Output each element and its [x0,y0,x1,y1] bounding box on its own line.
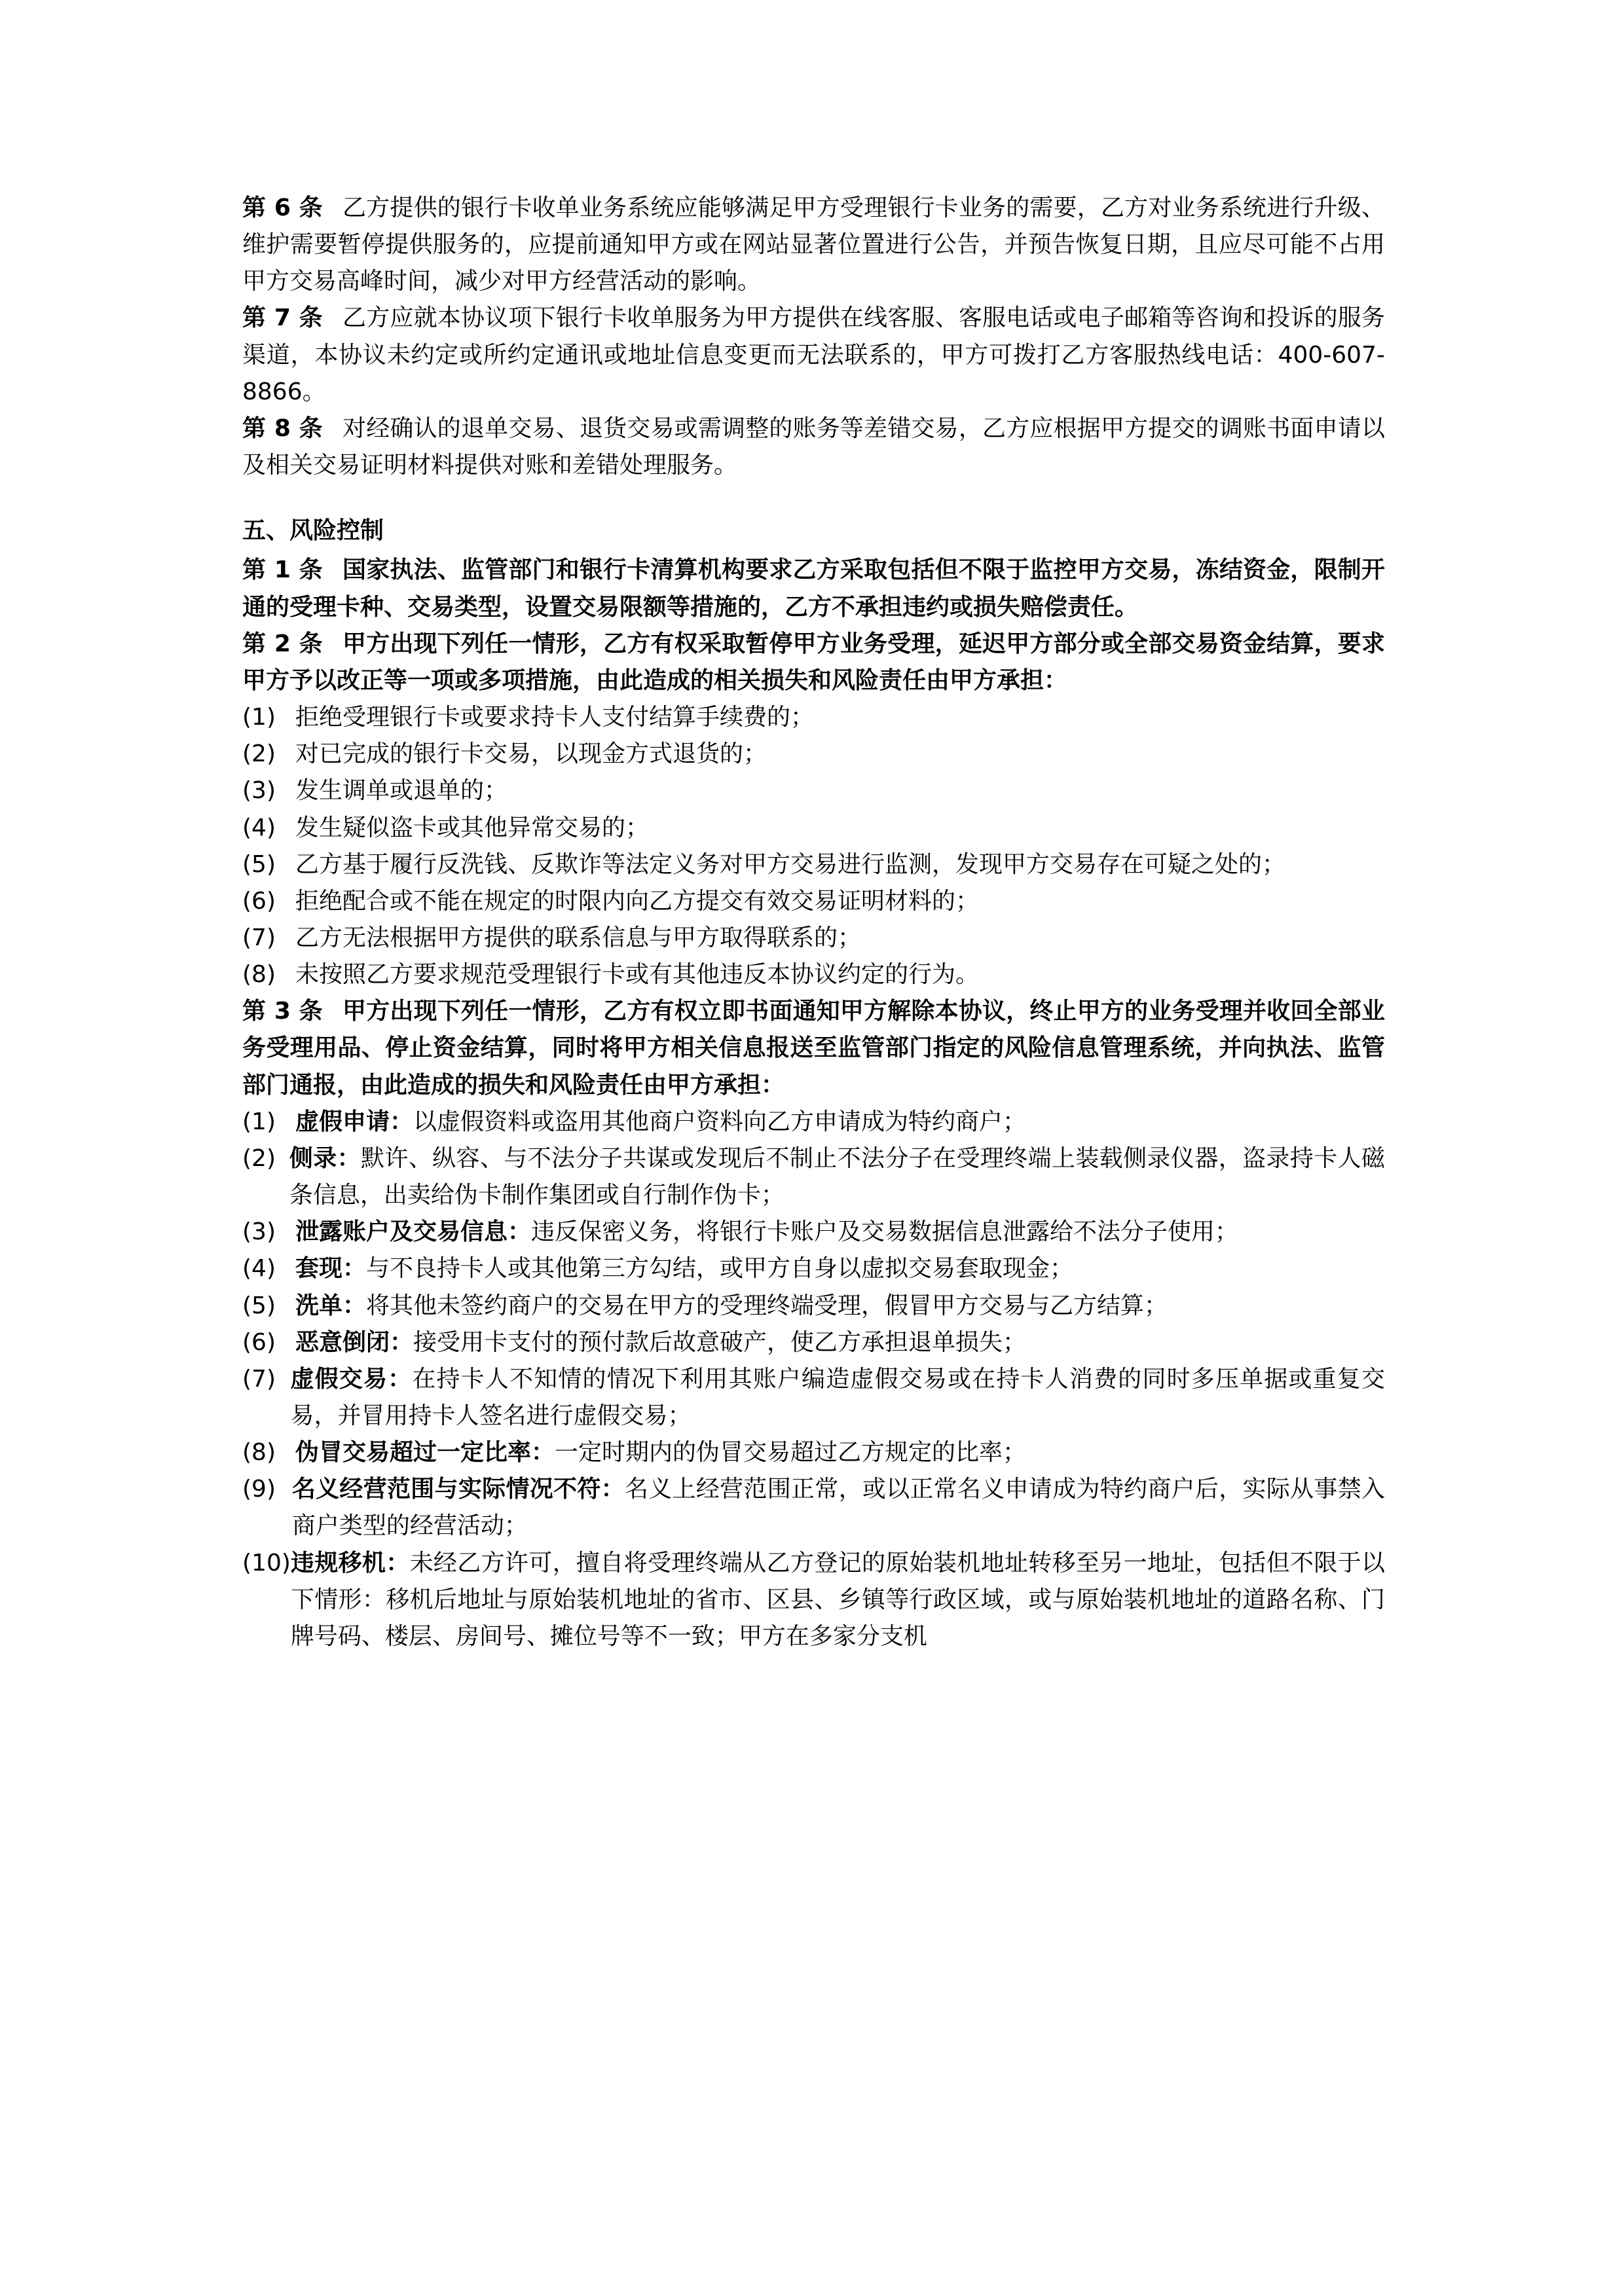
list-marker: (3) [242,777,276,805]
list-item-lead: 伪冒交易超过一定比率： [295,1439,555,1467]
list-item-text: 在持卡人不知情的情况下利用其账户编造虚假交易或在持卡人消费的同时多压单据或重复交易，并冒用持卡人签名进行虚假交易； [290,1365,1385,1429]
list-item [242,1140,1385,1214]
list-item-lead: 虚假交易： [290,1365,413,1393]
list-marker: (5) [242,1292,276,1319]
list-item-text: 未经乙方许可，擅自将受理终端从乙方登记的原始装机地址转移至另一地址，包括但不限于以下情形：移机后地址与原始装机地址的省市、区县、乡镇等行政区域，或与原始装机地址的道路名称、门牌号码、楼层、房间号、摊位号等不一致；甲方在多家分支机 [290,1549,1385,1650]
list-marker: (4) [242,814,276,841]
list-item-text: 拒绝配合或不能在规定的时限内向乙方提交有效交易证明材料的； [295,887,980,915]
list-item-text: 以虚假资料或盗用其他商户资料向乙方申请成为特约商户； [413,1108,1027,1135]
list-marker: (7) [242,1365,276,1393]
list-item-text: 未按照乙方要求规范受理银行卡或有其他违反本协议约定的行为。 [295,961,980,989]
list-item [242,1324,1385,1361]
list-marker: (10) [242,1549,291,1576]
list-item [242,957,1385,993]
list-marker: (9) [242,1476,276,1503]
article-paragraph [242,300,1385,410]
list-item-text: 默许、纵容、与不法分子共谋或发现后不制止不法分子在受理终端上装载侧录仪器，盗录持卡人磁条信息，出卖给伪卡制作集团或自行制作伪卡； [289,1144,1385,1209]
list-item-lead: 洗单： [295,1292,367,1319]
list-item [242,699,1385,736]
list-item-text: 拒绝受理银行卡或要求持卡人支付结算手续费的； [295,704,815,731]
list-item [242,920,1385,957]
list-item-text: 名义上经营范围正常，或以正常名义申请成为特约商户后，实际从事禁入商户类型的经营活动； [291,1476,1385,1540]
list-item-text: 乙方基于履行反洗钱、反欺诈等法定义务对甲方交易进行监测，发现甲方交易存在可疑之处的； [295,850,1286,878]
article-label: 第 7 条 [242,304,323,332]
article-text: 乙方提供的银行卡收单业务系统应能够满足甲方受理银行卡业务的需要，乙方对业务系统进行升级、维护需要暂停提供服务的，应提前通知甲方或在网站显著位置进行公告，并预告恢复日期，且应尽可能不占用甲方交易高峰时间，减少对甲方经营活动的影响。 [242,194,1385,295]
list-item [242,1471,1385,1544]
list-marker: (8) [242,961,276,989]
list-item [242,1250,1385,1287]
document-body [242,190,1385,1655]
article-paragraph [242,410,1385,484]
article-paragraph [242,993,1385,1103]
article-label: 第 3 条 [242,998,323,1025]
article-label: 第 6 条 [242,194,323,221]
list-item [242,1361,1385,1434]
article-label: 第 8 条 [242,414,323,442]
list-item [242,847,1385,883]
list-marker: (3) [242,1218,276,1246]
article-text: 甲方出现下列任一情形，乙方有权立即书面通知甲方解除本协议，终止甲方的业务受理并收回全部业务受理用品、停止资金结算，同时将甲方相关信息报送至监管部门指定的风险信息管理系统，并向执法、监管部门通报，由此造成的损失和风险责任由甲方承担： [242,998,1385,1099]
list-marker: (1) [242,704,276,731]
list-item-lead: 侧录： [289,1144,361,1172]
list-item [242,810,1385,847]
list-item-lead: 泄露账户及交易信息： [295,1218,532,1246]
list-item [242,883,1385,920]
list-item-lead: 名义经营范围与实际情况不符： [291,1476,625,1503]
list-item-text: 发生疑似盗卡或其他异常交易的； [295,814,650,841]
article-label: 第 1 条 [242,556,323,584]
article-text: 国家执法、监管部门和银行卡清算机构要求乙方采取包括但不限于监控甲方交易，冻结资金，限制开通的受理卡种、交易类型，设置交易限额等措施的，乙方不承担违约或损失赔偿责任。 [242,556,1385,621]
list-item-text: 将其他未签约商户的交易在甲方的受理终端受理，假冒甲方交易与乙方结算； [366,1292,1168,1319]
list-item [242,1214,1385,1250]
section-heading: 五、风险控制 [242,517,384,545]
list-item [242,1288,1385,1324]
list-marker: (2) [242,740,276,768]
list-item [242,736,1385,773]
article-text: 甲方出现下列任一情形，乙方有权采取暂停甲方业务受理，延迟甲方部分或全部交易资金结算，要求甲方予以改正等一项或多项措施，由此造成的相关损失和风险责任由甲方承担： [242,630,1385,694]
list-item-text: 与不良持卡人或其他第三方勾结，或甲方自身以虚拟交易套取现金； [366,1255,1074,1283]
list-item-lead: 恶意倒闭： [295,1328,414,1356]
article-text: 对经确认的退单交易、退货交易或需调整的账务等差错交易，乙方应根据甲方提交的调账书面申请以及相关交易证明材料提供对账和差错处理服务。 [242,414,1385,479]
article-paragraph [242,552,1385,625]
list-marker: (1) [242,1108,276,1135]
article-label: 第 2 条 [242,630,323,657]
list-item-lead: 违规移机： [290,1549,410,1576]
article-paragraph [242,626,1385,699]
list-marker: (2) [242,1144,276,1172]
list-item-text: 发生调单或退单的； [295,777,508,805]
list-item-text: 乙方无法根据甲方提供的联系信息与甲方取得联系的； [295,924,862,951]
list-item-text: 违反保密义务，将银行卡账户及交易数据信息泄露给不法分子使用； [531,1218,1239,1246]
list-item-lead: 套现： [295,1255,367,1283]
list-marker: (5) [242,850,276,878]
list-marker: (8) [242,1439,276,1467]
list-marker: (4) [242,1255,276,1283]
list-item-text: 对已完成的银行卡交易，以现金方式退货的； [295,740,767,768]
list-item [242,1434,1385,1471]
list-marker: (6) [242,1328,276,1356]
article-text: 乙方应就本协议项下银行卡收单服务为甲方提供在线客服、客服电话或电子邮箱等咨询和投诉的服务渠道，本协议未约定或所约定通讯或地址信息变更而无法联系的，甲方可拨打乙方客服热线电话：400-607-8866。 [242,304,1385,405]
list-item [242,1545,1385,1655]
list-item-lead: 虚假申请： [295,1108,414,1135]
list-item [242,773,1385,809]
article-paragraph [242,190,1385,300]
list-marker: (7) [242,924,276,951]
list-item [242,1104,1385,1140]
list-marker: (6) [242,887,276,915]
list-item-text: 一定时期内的伪冒交易超过乙方规定的比率； [555,1439,1027,1467]
list-item-text: 接受用卡支付的预付款后故意破产，使乙方承担退单损失； [413,1328,1027,1356]
